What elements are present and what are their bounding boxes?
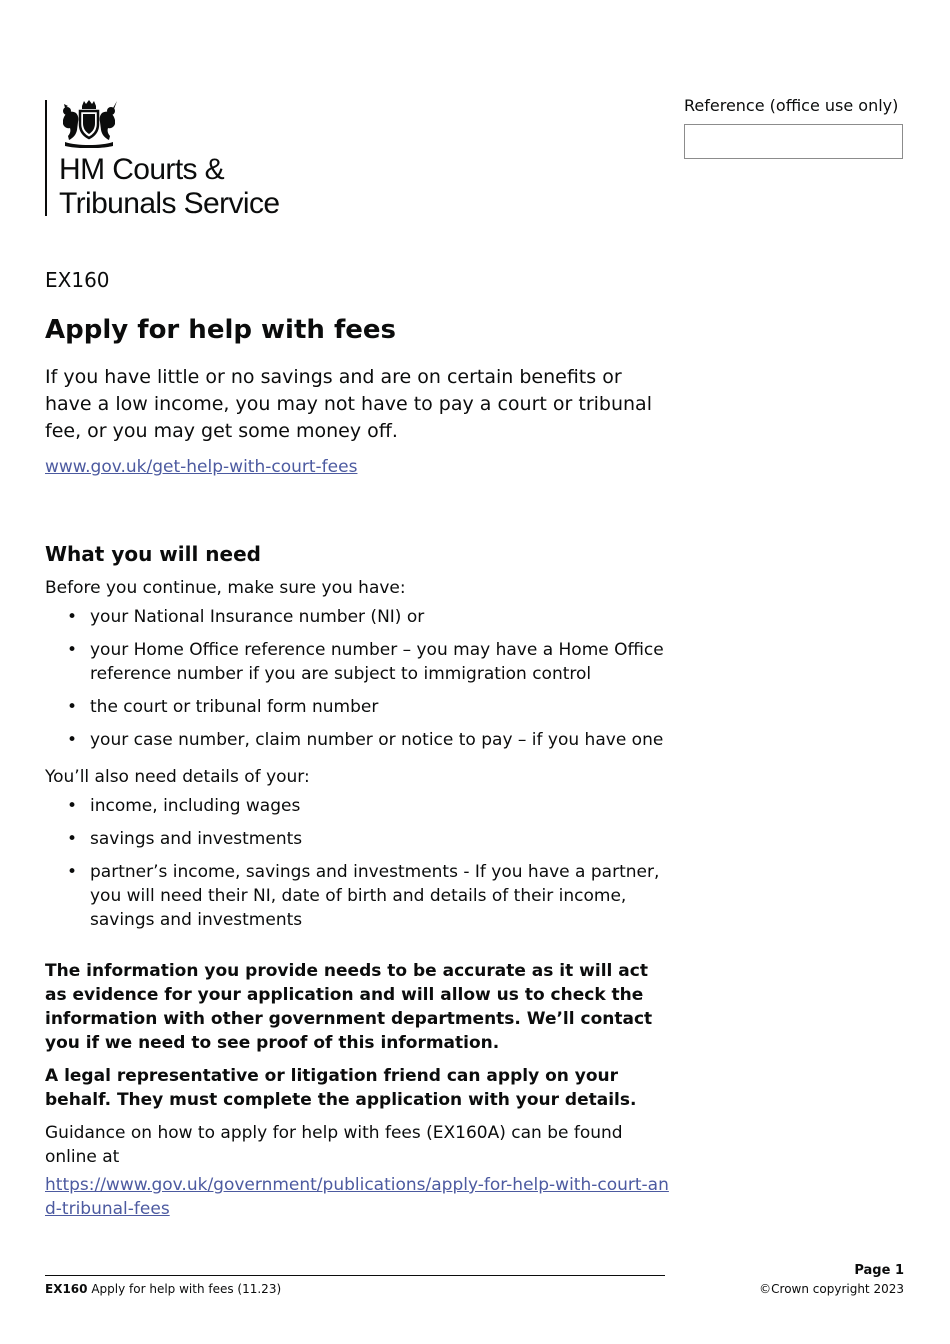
details-list (45, 794, 675, 941)
list-item: • your National Insurance number (NI) or (45, 605, 675, 629)
list-item: • your case number, claim number or notice to pay – if you have one (45, 728, 675, 752)
list-item: • income, including wages (45, 794, 675, 818)
org-name-line2: Tribunals Service (59, 187, 280, 220)
help-with-fees-link[interactable]: www.gov.uk/get-help-with-court-fees (45, 457, 358, 477)
footer-form-code: EX160 (45, 1282, 88, 1296)
before-you-continue-text: Before you continue, make sure you have: (45, 578, 406, 598)
accuracy-notice: The information you provide needs to be accurate as it will act as evidence for your application and will allow us to check the information with other government departments. We’ll contact you if we need to see proof of this information. (45, 961, 653, 1053)
list-item: • the court or tribunal form number (45, 695, 675, 719)
royal-coat-of-arms-icon (59, 100, 119, 148)
org-name-line1: HM Courts & (59, 153, 225, 186)
section-heading-what-you-need: What you will need (45, 542, 261, 566)
reference-field[interactable] (684, 124, 903, 159)
organisation-name (59, 153, 279, 221)
list-item: • your Home Office reference number – you may have a Home Office reference number if you are subject to immigration control (45, 638, 675, 686)
footer-form-description: Apply for help with fees (11.23) (91, 1282, 282, 1296)
form-code: EX160 (45, 268, 110, 292)
footer-form-info (45, 1281, 281, 1297)
page-number: Page 1 (854, 1263, 904, 1278)
guidance-text: Guidance on how to apply for help with fees (EX160A) can be found online at (45, 1123, 623, 1167)
page-title: Apply for help with fees (45, 315, 396, 345)
list-item: • savings and investments (45, 827, 675, 851)
guidance-link[interactable]: https://www.gov.uk/government/publications/apply-for-help-with-court-and-tribunal-fees (45, 1175, 669, 1219)
footer-divider (45, 1275, 665, 1276)
list-item: • partner’s income, savings and investments - If you have a partner, you will need their NI, date of birth and details of their income, savings and investments (45, 860, 675, 932)
representative-notice: A legal representative or litigation friend can apply on your behalf. They must complete the application with your details. (45, 1066, 637, 1110)
reference-label: Reference (office use only) (684, 96, 899, 115)
hmcts-logo (45, 100, 329, 220)
copyright-notice: ©Crown copyright 2023 (759, 1282, 904, 1296)
required-items-list (45, 605, 675, 761)
intro-text: If you have little or no savings and are on certain benefits or have a low income, you may not have to pay a court or tribunal fee, or you may get some money off. (45, 366, 652, 442)
also-need-text: You’ll also need details of your: (45, 767, 310, 787)
